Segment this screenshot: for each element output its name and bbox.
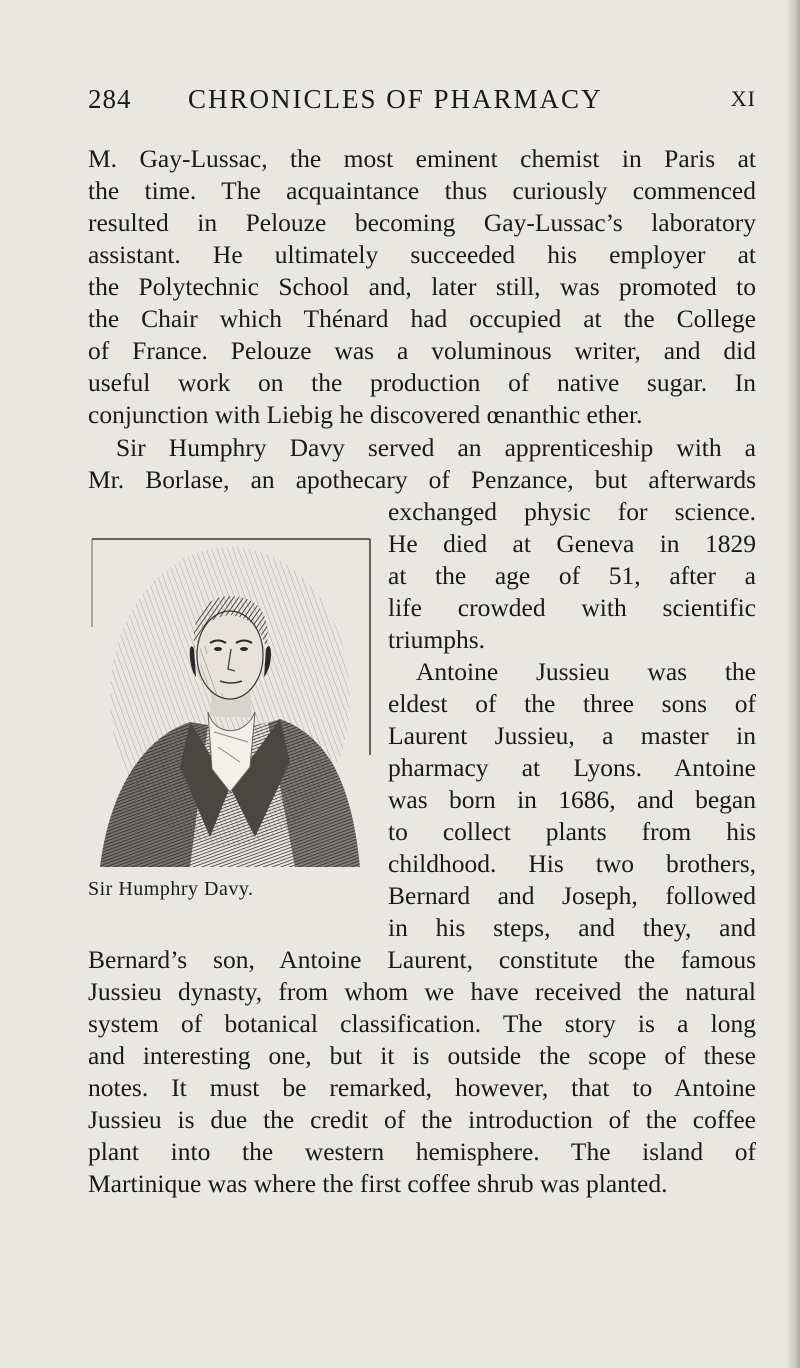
text-line: assistant. He ultimately succeeded his employer at (88, 240, 756, 269)
text-line: the time. The acquaintance thus curiously commenced (88, 176, 756, 205)
text-line: was born in 1686, and began (388, 785, 756, 814)
text-line: Jussieu is due the credit of the introduction of the coffee (88, 1105, 756, 1134)
text-line: Martinique was where the first coffee shrub was planted. (88, 1169, 668, 1198)
text-line: triumphs. (388, 625, 486, 654)
text-line: childhood. His two brothers, (388, 849, 756, 878)
text-line: Sir Humphry Davy served an apprenticeship with a (116, 433, 756, 462)
figure-caption: Sir Humphry Davy. (88, 878, 254, 900)
text-line: plant into the western hemisphere. The island of (88, 1137, 756, 1166)
page-number: 284 (88, 84, 132, 114)
portrait-figure (90, 537, 372, 869)
text-line: M. Gay-Lussac, the most eminent chemist in Paris at (88, 144, 756, 173)
text-line: useful work on the production of native sugar. In (88, 368, 756, 397)
text-line: the Chair which Thénard had occupied at the College (88, 304, 756, 333)
text-line: at the age of 51, after a (388, 561, 756, 590)
portrait-engraving-icon (90, 537, 372, 869)
text-line: resulted in Pelouze becoming Gay-Lussac’s laboratory (88, 208, 756, 237)
text-line: of France. Pelouze was a voluminous writer, and did (88, 336, 756, 365)
text-line: the Polytechnic School and, later still, was promoted to (88, 272, 756, 301)
text-line: Bernard’s son, Antoine Laurent, constitute the famous (88, 945, 756, 974)
text-line: Antoine Jussieu was the (416, 657, 756, 686)
text-line: and interesting one, but it is outside the scope of these (88, 1041, 756, 1070)
text-line: Laurent Jussieu, a master in (388, 721, 756, 750)
text-line: exchanged physic for science. (388, 497, 756, 526)
running-header (88, 84, 756, 124)
running-title: CHRONICLES OF PHARMACY (188, 84, 603, 114)
text-line: He died at Geneva in 1829 (388, 529, 756, 558)
text-line: system of botanical classification. The story is a long (88, 1009, 756, 1038)
text-line: notes. It must be remarked, however, that to Antoine (88, 1073, 756, 1102)
text-line: Jussieu dynasty, from whom we have received the natural (88, 977, 756, 1006)
text-line: pharmacy at Lyons. Antoine (388, 753, 756, 782)
text-line: life crowded with scientific (388, 593, 756, 622)
text-line: to collect plants from his (388, 817, 756, 846)
page-edge-shadow (786, 0, 800, 1368)
text-line: in his steps, and they, and (388, 913, 756, 942)
text-line: Mr. Borlase, an apothecary of Penzance, but afterwards (88, 465, 756, 494)
chapter-number: XI (730, 86, 756, 111)
text-line: Bernard and Joseph, followed (388, 881, 756, 910)
text-line: conjunction with Liebig he discovered œnanthic ether. (88, 400, 643, 429)
text-line: eldest of the three sons of (388, 689, 756, 718)
